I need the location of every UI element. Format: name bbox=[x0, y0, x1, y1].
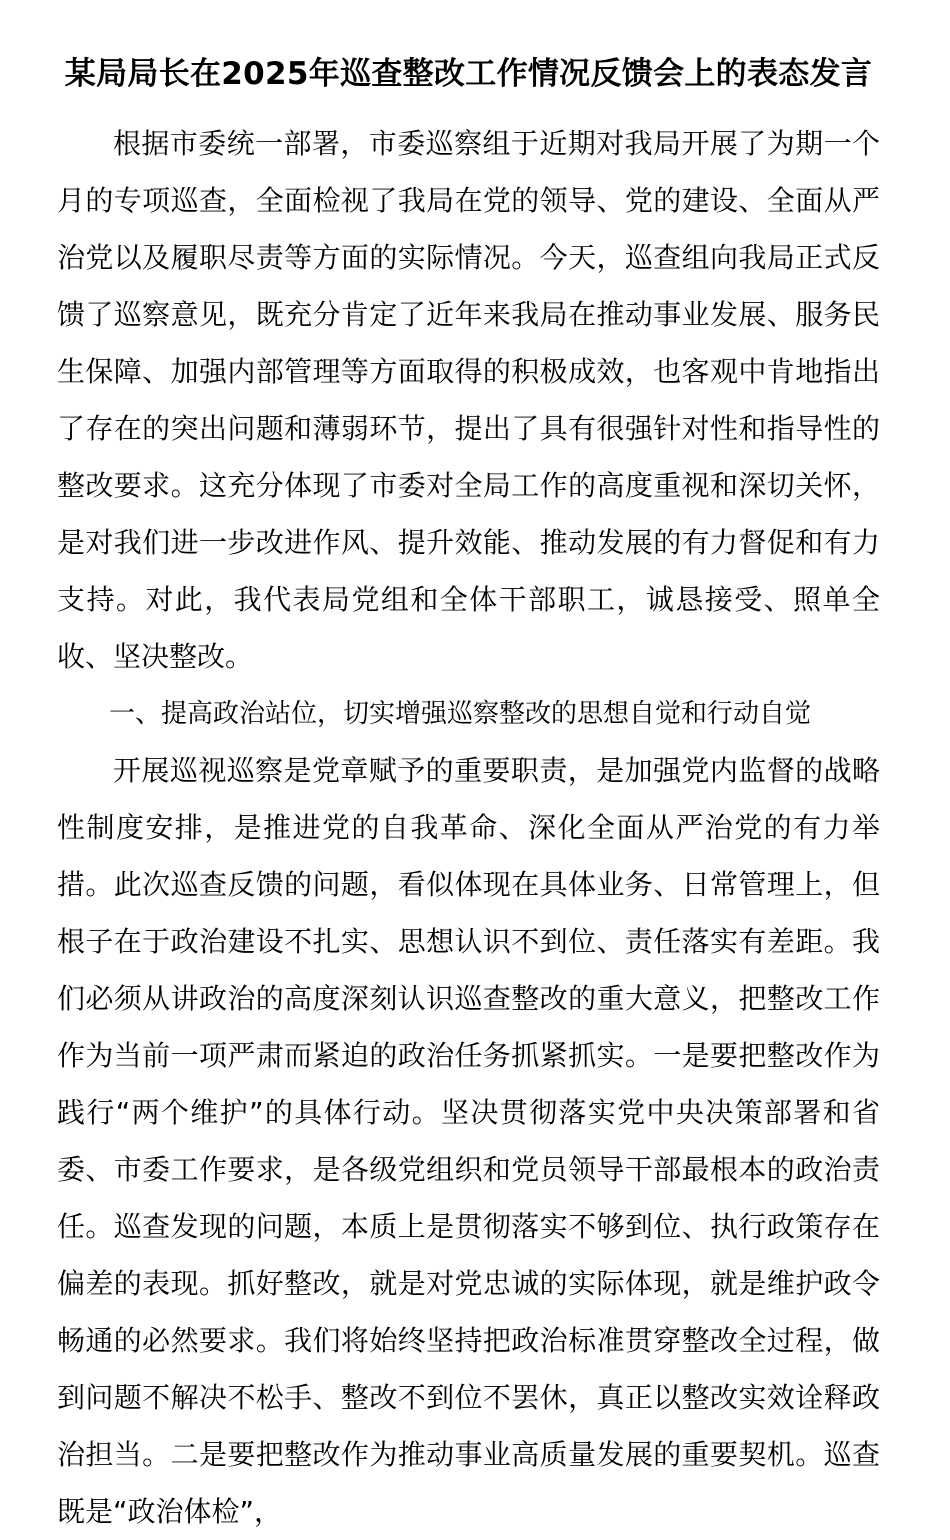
paragraph-section-1-body: 开展巡视巡察是党章赋予的重要职责，是加强党内监督的战略性制度安排，是推进党的自我革命、深化全面从严治党的有力举措。此次巡查反馈的问题，看似体现在具体业务、日常管理上，但根子在于政治建设不扎实、思想认识不到位、责任落实有差距。我们必须从讲政治的高度深刻认识巡查整改的重大意义，把整改工作作为当前一项严肃而紧迫的政治任务抓紧抓实。一是要把整改作为践行“两个维护”的具体行动。坚决贯彻落实党中央决策部署和省委、市委工作要求，是各级党组织和党员领导干部最根本的政治责任。巡查发现的问题，本质上是贯彻落实不够到位、执行政策存在偏差的表现。抓好整改，就是对党忠诚的实际体现，就是维护政令畅通的必然要求。我们将始终坚持把政治标准贯穿整改全过程，做到问题不解决不松手、整改不到位不罢休，真正以整改实效诠释政治担当。二是要把整改作为推动事业高质量发展的重要契机。巡查既是“政治体检”， bbox=[57, 754, 880, 1528]
document-content bbox=[57, 0, 880, 1540]
paragraph-intro: 根据市委统一部署，市委巡察组于近期对我局开展了为期一个月的专项巡查，全面检视了我局在党的领导、党的建设、全面从严治党以及履职尽责等方面的实际情况。今天，巡查组向我局正式反馈了巡察意见，既充分肯定了近年来我局在推动事业发展、服务民生保障、加强内部管理等方面取得的积极成效，也客观中肯地指出了存在的突出问题和薄弱环节，提出了具有很强针对性和指导性的整改要求。这充分体现了市委对全局工作的高度重视和深切关怀，是对我们进一步改进作风、提升效能、推动发展的有力督促和有力支持。对此，我代表局党组和全体干部职工，诚恳接受、照单全收、坚决整改。 bbox=[57, 127, 880, 673]
section-heading-1: 一、提高政治站位，切实增强巡察整改的思想自觉和行动自觉 bbox=[109, 698, 812, 728]
page-title: 某局局长在2025年巡查整改工作情况反馈会上的表态发言 bbox=[64, 56, 873, 92]
